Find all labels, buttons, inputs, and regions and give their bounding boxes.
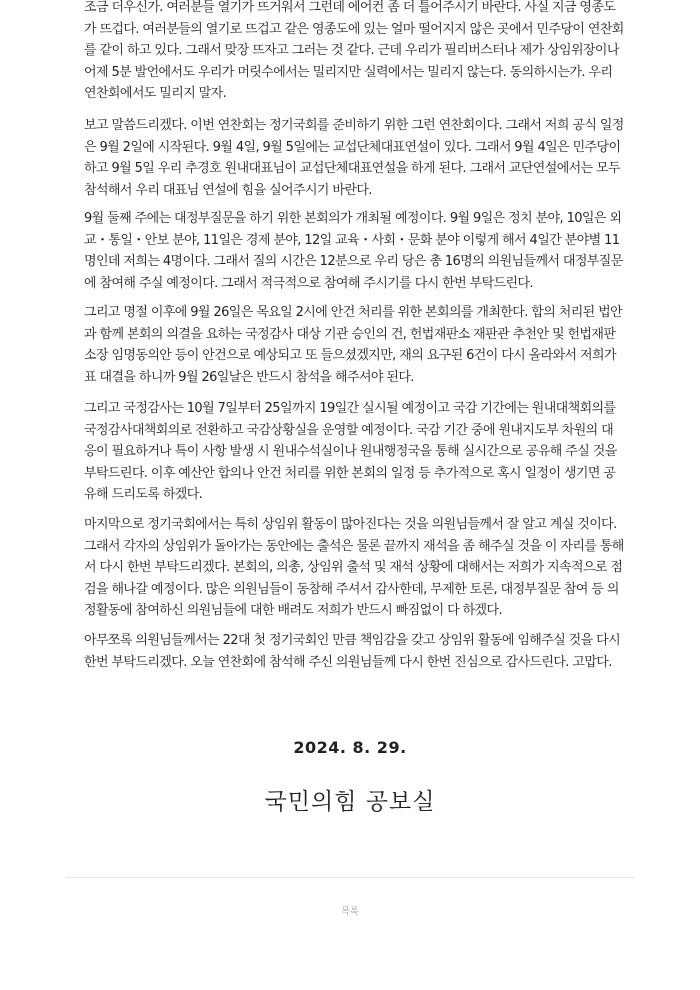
paragraph-7: 아무쪼록 의원님들께서는 22대 첫 정기국회인 만큼 책임감을 갖고 상임위 활동에 임해주실 것을 다시 한번 부탁드리겠다. 오늘 연찬회에 참석해 주신 의원님들께 다시 한번 진심으로 감사드린다. 고맙다.: [84, 633, 621, 670]
paragraph-4: 그리고 명절 이후에 9월 26일은 목요일 2시에 안건 처리를 위한 본회의를 개최한다. 합의 처리된 법안과 함께 본회의 의결을 요하는 국정감사 대상 기관 승인의 건, 헌법재판소 재판관 추천안 및 헌법재판소장 임명동의안 등이 안건으로 예상되고 또 들으셨겠지만, 재의 요구된 6건이 다시 올라와서 저희가 표 대결을 하니까 9월 26일날은 반드시 참석을 해주셔야 된다.: [84, 305, 623, 385]
organization-signature: 국민의힘 공보실: [264, 789, 436, 815]
paragraph-2: 보고 말씀드리겠다. 이번 연찬회는 정기국회를 준비하기 위한 그런 연찬회이다. 그래서 저희 공식 일정은 9월 2일에 시작된다. 9월 4일, 9월 5일에는 교섭단체대표연설이 있다. 그래서 9월 4일은 민주당이 하고 9월 5일 우리 추경호 원내대표님이 교섭단체대표연설을 하게 된다. 그래서 교단연설에서는 모두 참석해서 우리 대표님 연설에 힘을 실어주시기 바란다.: [84, 118, 624, 198]
list-button[interactable]: 목록: [341, 907, 359, 917]
footer-divider: [66, 877, 634, 878]
release-date: 2024. 8. 29.: [293, 738, 407, 757]
paragraph-5: 그리고 국정감사는 10월 7일부터 25일까지 19일간 실시될 예정이고 국감 기간에는 원내대책회의를 국정감사대책회의로 전환하고 국감상황실을 운영할 예정이다. 국감 기간 중에 원내지도부 차원의 대응이 필요하거나 특이 사항 발생 시 원내수석실이나 원내행정국을 통해 실시간으로 공유해 주실 것을 부탁드린다. 이후 예산안 합의나 안건 처리를 위한 본회의 일정 등 추가적으로 혹시 일정이 생기면 공유해 드리도록 하겠다.: [84, 401, 617, 502]
paragraph-1: 조금 더우신가. 여러분들 열기가 뜨거워서 그런데 에어컨 좀 더 틀어주시기 바란다. 사실 지금 영종도가 뜨겁다. 여러분들의 열기로 뜨겁고 같은 영종도에 있는 얼마 떨어지지 않은 곳에서 민주당이 연찬회를 같이 하고 있다. 그래서 맞장 뜨자고 그러는 것 같다. 근데 우리가 필리버스터나 제가 상임위장이나 어제 5분 발언에서도 우리가 머릿수에서는 밀리지만 실력에서는 밀리지 않는다. 동의하시는가. 우리 연찬회에서도 밀리지 말자.: [84, 0, 624, 101]
paragraph-3: 9월 둘째 주에는 대정부질문을 하기 위한 본회의가 개최될 예정이다. 9월 9일은 정치 분야, 10일은 외교・통일・안보 분야, 11일은 경제 분야, 12일 교육・사회・문화 분야 이렇게 해서 4일간 분야별 11명인데 저희는 4명이다. 그래서 질의 시간은 12분으로 우리 당은 총 16명의 의원님들께서 대정부질문에 참여해 주실 예정이다. 그래서 적극적으로 참여해 주시기를 다시 한번 부탁드린다.: [84, 211, 623, 291]
paragraph-6: 마지막으로 정기국회에서는 특히 상임위 활동이 많아진다는 것을 의원님들께서 잘 알고 계실 것이다. 그래서 각자의 상임위가 돌아가는 동안에는 출석은 물론 끝까지 재석을 좀 해주실 것을 이 자리를 통해서 다시 한번 부탁드리겠다. 본회의, 의총, 상임위 출석 및 재석 상황에 대해서는 저희가 지속적으로 점검을 해나갈 예정이다. 많은 의원님들이 동참해 주셔서 감사한데, 무제한 토론, 대정부질문 참여 등 의정활동에 참여하신 의원님들에 대한 배려도 저희가 반드시 빠짐없이 다 하겠다.: [84, 517, 624, 618]
